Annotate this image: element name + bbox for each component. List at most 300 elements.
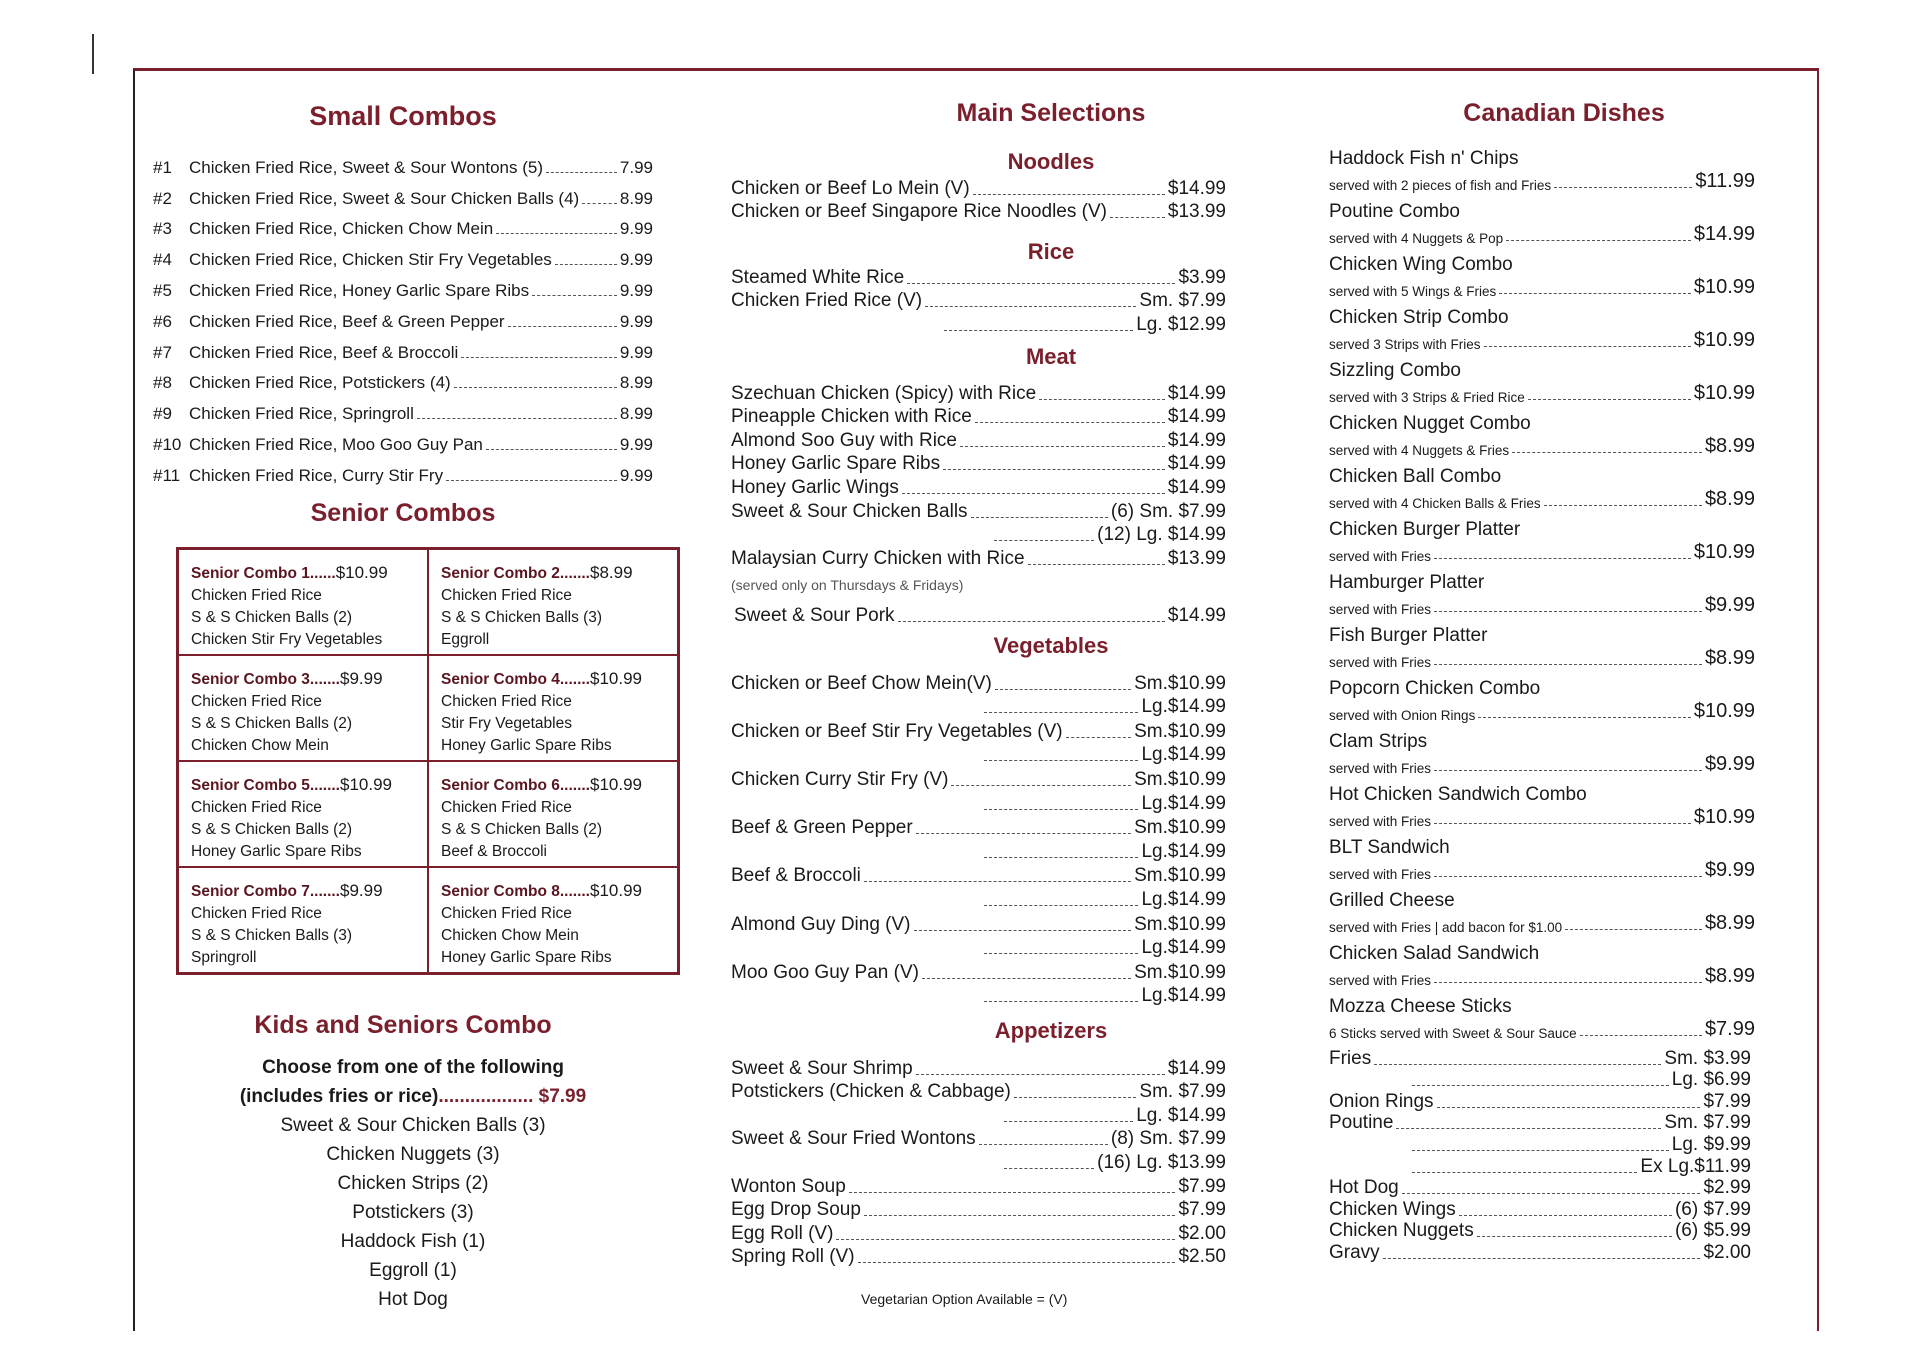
- senior-combo-name: Senior Combo 8.......: [441, 883, 590, 900]
- item-name: Sweet & Sour Shrimp: [731, 1057, 913, 1079]
- combo-price: 9.99: [619, 311, 653, 331]
- small-combos-title: Small Combos: [309, 101, 497, 131]
- combo-price: 9.99: [619, 465, 653, 485]
- menu-item: [1329, 1221, 1751, 1243]
- dish-desc: served with 5 Wings & Fries: [1329, 284, 1497, 299]
- dish-detail-row: [1329, 700, 1755, 723]
- menu-item: [731, 912, 1226, 936]
- vegetables-title: Vegetables: [993, 633, 1109, 658]
- dish-desc: served with 2 pieces of fish and Fries: [1329, 178, 1552, 193]
- dish-name: Chicken Burger Platter: [1329, 519, 1521, 540]
- dotted-leader: [1396, 1128, 1661, 1129]
- item-name: Szechuan Chicken (Spicy) with Rice: [731, 382, 1037, 404]
- item-price: (8) Sm. $7.99: [1110, 1128, 1226, 1150]
- dotted-leader: [1544, 505, 1702, 506]
- item-price: Ex Lg.$11.99: [1640, 1155, 1751, 1177]
- combo-price: 9.99: [619, 280, 653, 300]
- item-name: Steamed White Rice: [731, 266, 905, 288]
- dotted-leader: [960, 446, 1165, 447]
- dish-name: Chicken Salad Sandwich: [1329, 943, 1540, 964]
- combo-name: Chicken Fried Rice, Sweet & Sour Wontons (5): [189, 157, 543, 177]
- combo-name: Chicken Fried Rice, Beef & Green Pepper: [189, 311, 505, 331]
- item-name: Chicken Nuggets: [1329, 1220, 1474, 1242]
- meat-list: [731, 381, 1226, 570]
- dotted-leader: [555, 264, 617, 265]
- item-price: Sm.$10.99: [1134, 817, 1226, 839]
- dish-desc: served with 4 Chicken Balls & Fries: [1329, 496, 1541, 511]
- dish-detail-row: [1329, 594, 1755, 617]
- senior-combo-line: S & S Chicken Balls (2): [191, 609, 353, 626]
- menu-item: [1329, 1091, 1751, 1113]
- combo-row: [153, 209, 653, 240]
- item-price: Sm.$10.99: [1134, 865, 1226, 887]
- dish-price: $8.99: [1704, 965, 1755, 987]
- dotted-leader: [1484, 346, 1691, 347]
- vegetarian-note: Vegetarian Option Available = (V): [861, 1291, 1068, 1307]
- dotted-leader: [1383, 1258, 1701, 1259]
- dotted-leader: [1004, 1121, 1133, 1122]
- combo-price: 7.99: [619, 157, 653, 177]
- canadian-dish: [1329, 413, 1755, 466]
- scan-edge-mark: [92, 34, 94, 74]
- dish-name: Grilled Cheese: [1329, 890, 1455, 911]
- item-price: (6) $5.99: [1674, 1220, 1751, 1242]
- dotted-leader: [984, 953, 1138, 954]
- item-price: $3.99: [1178, 266, 1226, 288]
- dish-desc: served with Fries: [1329, 867, 1432, 882]
- dish-desc: 6 Sticks served with Sweet & Sour Sauce: [1329, 1026, 1577, 1041]
- dotted-leader: [944, 330, 1133, 331]
- senior-combo-line: Beef & Broccoli: [441, 843, 547, 860]
- senior-combo-price: $10.99: [590, 775, 642, 794]
- item-price: Sm. $7.99: [1664, 1112, 1751, 1134]
- senior-combo-title: [441, 880, 667, 903]
- item-price: $13.99: [1167, 201, 1226, 223]
- item-price: $14.99: [1167, 382, 1226, 404]
- dish-desc: served with Fries: [1329, 549, 1432, 564]
- dish-detail-row: [1329, 1018, 1755, 1041]
- dish-price: $8.99: [1704, 488, 1755, 510]
- kids-option: Chicken Nuggets (3): [326, 1144, 500, 1165]
- menu-item: [731, 695, 1226, 719]
- senior-combo-card: [428, 867, 678, 973]
- senior-combos-title: Senior Combos: [310, 499, 496, 527]
- combo-price: 9.99: [619, 434, 653, 454]
- senior-combo-price: $10.99: [590, 881, 642, 900]
- menu-item: [731, 936, 1226, 960]
- dish-desc: served with Fries: [1329, 973, 1432, 988]
- item-name: Chicken Curry Stir Fry (V): [731, 768, 949, 790]
- item-name: Chicken or Beef Chow Mein(V): [731, 672, 992, 694]
- canadian-dish: [1329, 572, 1755, 625]
- kids-includes: (includes fries or rice).................. $7.99: [239, 1086, 587, 1107]
- dotted-leader: [902, 493, 1165, 494]
- item-price: $2.50: [1178, 1246, 1226, 1268]
- dotted-leader: [907, 283, 1175, 284]
- combo-row: [153, 332, 653, 363]
- item-price: Sm.$10.99: [1134, 720, 1226, 742]
- menu-item: [731, 864, 1226, 888]
- dotted-leader: [546, 172, 617, 173]
- menu-item: [731, 523, 1226, 547]
- dotted-leader: [1110, 217, 1165, 218]
- combo-price: 9.99: [619, 219, 653, 239]
- item-name: Sweet & Sour Chicken Balls: [731, 500, 968, 522]
- item-name: Beef & Broccoli: [731, 865, 861, 887]
- menu-item: [731, 839, 1226, 863]
- dish-detail-row: [1329, 329, 1755, 352]
- dotted-leader: [1459, 1215, 1672, 1216]
- menu-item: [731, 1198, 1226, 1222]
- dish-name: Fish Burger Platter: [1329, 625, 1488, 646]
- item-price: Sm.$10.99: [1134, 913, 1226, 935]
- dotted-leader: [582, 203, 617, 204]
- senior-combo-price: $10.99: [340, 775, 392, 794]
- senior-combo-line: S & S Chicken Balls (2): [191, 821, 353, 838]
- dotted-leader: [973, 194, 1165, 195]
- menu-item: [1329, 1113, 1751, 1135]
- dish-detail-row: [1329, 859, 1755, 882]
- senior-combo-line: Eggroll: [441, 631, 490, 648]
- dish-name: Chicken Strip Combo: [1329, 307, 1509, 328]
- dotted-leader: [1412, 1172, 1637, 1173]
- dotted-leader: [1437, 1107, 1701, 1108]
- dotted-leader: [496, 233, 617, 234]
- dish-desc: served with Fries: [1329, 761, 1432, 776]
- menu-item: [1329, 1178, 1751, 1200]
- dish-desc: served with Fries: [1329, 814, 1432, 829]
- item-price: Lg. $6.99: [1671, 1069, 1751, 1091]
- canadian-dish: [1329, 201, 1755, 254]
- dish-detail-row: [1329, 488, 1755, 511]
- combo-name: Chicken Fried Rice, Springroll: [189, 404, 414, 424]
- dish-price: $9.99: [1704, 753, 1755, 775]
- senior-combo-line: Chicken Chow Mein: [191, 737, 329, 754]
- item-price: $14.99: [1167, 476, 1226, 498]
- dish-name: Chicken Ball Combo: [1329, 466, 1502, 487]
- dotted-leader: [1028, 564, 1165, 565]
- dotted-leader: [446, 480, 617, 481]
- menu-item: [731, 960, 1226, 984]
- item-name: Beef & Green Pepper: [731, 817, 913, 839]
- menu-item: [731, 200, 1226, 224]
- senior-combo-line: Chicken Fried Rice: [191, 587, 322, 604]
- dotted-leader: [864, 1215, 1176, 1216]
- combo-price: 8.99: [619, 404, 653, 424]
- dish-desc: served 3 Strips with Fries: [1329, 337, 1481, 352]
- senior-combo-name: Senior Combo 5.......: [191, 777, 340, 794]
- dish-price: $11.99: [1695, 170, 1755, 192]
- senior-combos-grid: [176, 547, 680, 975]
- senior-combo-line: Chicken Chow Mein: [441, 927, 579, 944]
- menu-item: [731, 312, 1226, 336]
- item-name: Honey Garlic Spare Ribs: [731, 453, 941, 475]
- senior-combo-line: Chicken Fried Rice: [191, 905, 322, 922]
- dish-desc: served with Fries: [1329, 655, 1432, 670]
- menu-item: [731, 499, 1226, 523]
- item-name: Chicken or Beef Lo Mein (V): [731, 177, 970, 199]
- menu-item: [731, 428, 1226, 452]
- dotted-leader: [1499, 293, 1691, 294]
- combo-row: [153, 424, 653, 455]
- dotted-leader: [858, 1262, 1176, 1263]
- appetizers-list: [731, 1056, 1226, 1268]
- item-price: Lg. $12.99: [1136, 313, 1226, 335]
- item-name: Poutine: [1329, 1112, 1394, 1134]
- item-name: Chicken or Beef Stir Fry Vegetables (V): [731, 720, 1063, 742]
- menu-item: [731, 671, 1226, 695]
- item-price: $14.99: [1167, 1057, 1226, 1079]
- dish-detail-row: [1329, 170, 1755, 193]
- dotted-leader: [1477, 1236, 1672, 1237]
- combo-row: [153, 178, 653, 209]
- menu-item: [731, 1174, 1226, 1198]
- senior-combo-card: [178, 761, 428, 867]
- item-price: Lg.$14.99: [1141, 792, 1226, 814]
- item-price: $2.00: [1178, 1222, 1226, 1244]
- item-name: Hot Dog: [1329, 1177, 1399, 1199]
- dish-desc: served with Fries: [1329, 602, 1432, 617]
- dish-detail-row: [1329, 382, 1755, 405]
- combo-number: #2: [153, 188, 172, 208]
- senior-combo-line: Stir Fry Vegetables: [441, 715, 572, 732]
- senior-combo-title: [441, 668, 667, 691]
- dotted-leader: [984, 857, 1138, 858]
- senior-combo-line: S & S Chicken Balls (2): [191, 715, 353, 732]
- dotted-leader: [1565, 929, 1702, 930]
- senior-combo-line: Chicken Fried Rice: [441, 905, 572, 922]
- senior-combo-card: [178, 655, 428, 761]
- dish-desc: served with 4 Nuggets & Pop: [1329, 231, 1504, 246]
- dotted-leader: [1039, 399, 1165, 400]
- item-name: Honey Garlic Wings: [731, 476, 899, 498]
- small-combos-list: [153, 147, 653, 486]
- senior-combo-price: $10.99: [335, 563, 388, 582]
- dish-price: $7.99: [1704, 1018, 1755, 1040]
- dotted-leader: [925, 306, 1136, 307]
- item-price: Lg.$14.99: [1141, 744, 1226, 766]
- dotted-leader: [1554, 187, 1692, 188]
- menu-frame: [133, 68, 1819, 1331]
- senior-combo-line: Chicken Fried Rice: [191, 693, 322, 710]
- item-price: $2.99: [1703, 1177, 1751, 1199]
- senior-combo-card: [178, 549, 428, 655]
- senior-combo-title: [191, 774, 417, 797]
- combo-name: Chicken Fried Rice, Chicken Chow Mein: [189, 219, 494, 239]
- item-price: Lg. $9.99: [1671, 1133, 1751, 1155]
- menu-item: [731, 1245, 1226, 1269]
- menu-item: [731, 743, 1226, 767]
- senior-combo-title: [191, 880, 417, 903]
- dotted-leader: [486, 449, 617, 450]
- menu-item: [731, 1080, 1226, 1104]
- item-name: Almond Guy Ding (V): [731, 913, 911, 935]
- dotted-leader: [984, 712, 1138, 713]
- combo-name: Chicken Fried Rice, Honey Garlic Spare Ribs: [189, 280, 530, 300]
- dotted-leader: [454, 387, 617, 388]
- item-price: Sm. $7.99: [1139, 290, 1226, 312]
- senior-combo-line: S & S Chicken Balls (3): [441, 609, 603, 626]
- dotted-leader: [975, 422, 1165, 423]
- combo-number: #4: [153, 250, 172, 270]
- senior-combo-line: Honey Garlic Spare Ribs: [441, 949, 612, 966]
- combo-row: [153, 455, 653, 486]
- senior-combo-card: [428, 549, 678, 655]
- item-price: (6) Sm. $7.99: [1110, 500, 1226, 522]
- dotted-leader: [916, 833, 1131, 834]
- dotted-leader: [1402, 1193, 1701, 1194]
- dotted-leader: [984, 1001, 1138, 1002]
- item-price: $7.99: [1703, 1090, 1751, 1112]
- noodles-title: Noodles: [1007, 149, 1095, 174]
- combo-price: 8.99: [619, 373, 653, 393]
- canadian-dish: [1329, 731, 1755, 784]
- dotted-leader: [508, 326, 617, 327]
- menu-item: [1329, 1048, 1751, 1070]
- senior-combo-title: [441, 562, 667, 585]
- menu-item: [731, 719, 1226, 743]
- senior-combo-title: [191, 668, 417, 691]
- dotted-leader: [1412, 1085, 1669, 1086]
- dish-price: $14.99: [1693, 223, 1755, 245]
- dotted-leader: [984, 905, 1138, 906]
- dish-price: $9.99: [1704, 594, 1755, 616]
- dotted-leader: [417, 418, 617, 419]
- dotted-leader: [1434, 823, 1691, 824]
- item-price: Lg.$14.99: [1141, 888, 1226, 910]
- item-price: Sm.$10.99: [1134, 961, 1226, 983]
- senior-combo-line: Honey Garlic Spare Ribs: [191, 843, 362, 860]
- dotted-leader: [943, 469, 1165, 470]
- kids-option: Sweet & Sour Chicken Balls (3): [280, 1115, 546, 1136]
- dotted-leader: [994, 540, 1094, 541]
- combo-number: #7: [153, 342, 172, 362]
- item-price: Lg. $14.99: [1136, 1104, 1226, 1126]
- canadian-dish: [1329, 943, 1755, 996]
- menu-item: [731, 887, 1226, 911]
- dotted-leader: [1066, 737, 1132, 738]
- dish-price: $8.99: [1704, 435, 1755, 457]
- dish-price: $10.99: [1693, 276, 1755, 298]
- dotted-leader: [1434, 611, 1702, 612]
- combo-price: 9.99: [619, 250, 653, 270]
- canadian-dish: [1329, 307, 1755, 360]
- item-price: $14.99: [1167, 429, 1226, 451]
- dish-price: $9.99: [1704, 859, 1755, 881]
- canadian-dish: [1329, 254, 1755, 307]
- item-name: Chicken or Beef Singapore Rice Noodles (V): [731, 201, 1107, 223]
- item-price: $2.00: [1703, 1241, 1751, 1263]
- rice-list: [731, 265, 1226, 336]
- dish-price: $10.99: [1693, 700, 1755, 722]
- dotted-leader: [916, 1074, 1165, 1075]
- senior-combo-price: $8.99: [590, 563, 633, 582]
- combo-row: [153, 393, 653, 424]
- combo-row: [153, 270, 653, 301]
- senior-combo-line: Chicken Fried Rice: [441, 693, 572, 710]
- dish-name: Hamburger Platter: [1329, 572, 1485, 593]
- vegetables-list: [731, 671, 1226, 1008]
- item-price: $13.99: [1167, 547, 1226, 569]
- canadian-dish: [1329, 837, 1755, 890]
- item-name: Wonton Soup: [731, 1175, 846, 1197]
- dish-detail-row: [1329, 753, 1755, 776]
- dish-name: Clam Strips: [1329, 731, 1428, 752]
- combo-number: #3: [153, 219, 172, 239]
- canadian-dish: [1329, 996, 1755, 1049]
- kids-option: Potstickers (3): [352, 1202, 474, 1223]
- menu-item: [731, 791, 1226, 815]
- menu-item: [1329, 1070, 1751, 1092]
- canadian-dish: [1329, 519, 1755, 572]
- dotted-leader: [864, 881, 1131, 882]
- dish-price: $10.99: [1693, 382, 1755, 404]
- dish-price: $10.99: [1693, 541, 1755, 563]
- canadian-dish: [1329, 360, 1755, 413]
- sides-list: [1329, 1048, 1751, 1264]
- appetizers-title: Appetizers: [994, 1018, 1108, 1043]
- combo-row: [153, 239, 653, 270]
- item-price: (6) $7.99: [1674, 1198, 1751, 1220]
- dish-price: $8.99: [1704, 912, 1755, 934]
- item-price: Sm.$10.99: [1134, 768, 1226, 790]
- item-name: Sweet & Sour Fried Wontons: [731, 1128, 976, 1150]
- menu-item: [731, 176, 1226, 200]
- item-price: (12) Lg. $14.99: [1097, 524, 1226, 546]
- senior-combo-title: [441, 774, 667, 797]
- dish-detail-row: [1329, 541, 1755, 564]
- combo-row: [153, 301, 653, 332]
- senior-combo-line: Chicken Stir Fry Vegetables: [191, 631, 383, 648]
- combo-number: #5: [153, 280, 172, 300]
- kids-intro: Choose from one of the following: [262, 1057, 564, 1078]
- dish-price: $10.99: [1693, 806, 1755, 828]
- senior-combo-line: S & S Chicken Balls (3): [191, 927, 353, 944]
- combo-name: Chicken Fried Rice, Potstickers (4): [189, 373, 451, 393]
- dotted-leader: [984, 760, 1138, 761]
- dish-price: $10.99: [1693, 329, 1755, 351]
- dotted-leader: [1374, 1064, 1661, 1065]
- canadian-dish: [1329, 625, 1755, 678]
- dotted-leader: [995, 689, 1131, 690]
- senior-combo-name: Senior Combo 2.......: [441, 565, 590, 582]
- dotted-leader: [1004, 1168, 1094, 1169]
- dotted-leader: [532, 295, 617, 296]
- combo-name: Chicken Fried Rice, Chicken Stir Fry Vegetables: [189, 250, 552, 270]
- item-price: $14.99: [1167, 177, 1226, 199]
- senior-combo-line: Chicken Fried Rice: [441, 587, 572, 604]
- combo-number: #6: [153, 311, 172, 331]
- item-price: $7.99: [1178, 1175, 1226, 1197]
- menu-item: [731, 1221, 1226, 1245]
- item-price: (16) Lg. $13.99: [1097, 1151, 1226, 1173]
- dotted-leader: [1434, 982, 1702, 983]
- item-price: Lg.$14.99: [1141, 937, 1226, 959]
- senior-combo-price: $10.99: [590, 669, 642, 688]
- combo-row: [153, 147, 653, 178]
- main-selections-title: Main Selections: [956, 99, 1146, 127]
- item-name: Chicken Wings: [1329, 1198, 1456, 1220]
- senior-combo-price: $9.99: [340, 881, 383, 900]
- senior-combo-title: [191, 562, 417, 585]
- kids-combo-title: Kids and Seniors Combo: [254, 1011, 552, 1039]
- combo-name: Chicken Fried Rice, Curry Stir Fry: [189, 465, 444, 485]
- dish-name: BLT Sandwich: [1329, 837, 1450, 858]
- menu-item: Sweet & Sour Pork $14.99: [734, 604, 1226, 626]
- combo-number: #8: [153, 373, 172, 393]
- senior-combo-name: Senior Combo 7.......: [191, 883, 340, 900]
- canadian-dish: [1329, 784, 1755, 837]
